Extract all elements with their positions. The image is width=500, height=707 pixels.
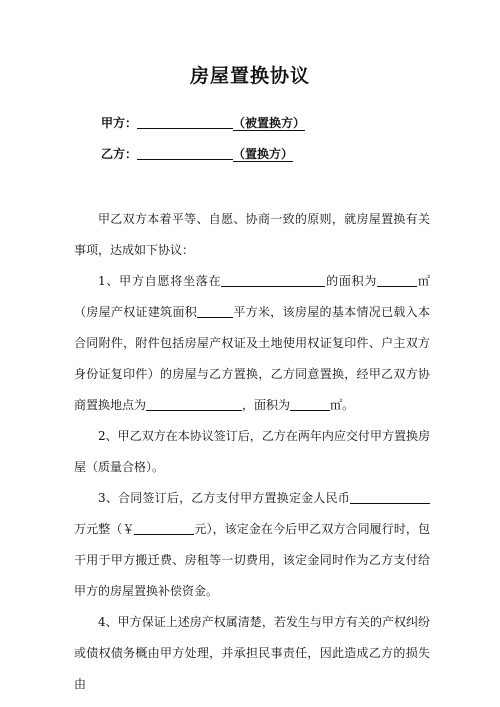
clause-3-text-c: 元），该定金在今后甲乙双方合同履行时，包干用于甲方搬迁费、房租等一切费用，该定金同时作为乙方支付给甲方的房屋置换补偿资金。	[74, 522, 430, 598]
intro-paragraph: 甲乙双方本着平等、自愿、协商一致的原则，就房屋置换有关事项，达成如下协议：	[74, 212, 430, 257]
agreement-body	[74, 204, 430, 700]
area-blank	[377, 274, 417, 287]
party-b-blank	[137, 147, 233, 160]
party-a-line	[101, 114, 305, 132]
party-a-blank	[137, 116, 233, 129]
party-b-label: 乙方：	[101, 147, 138, 161]
clause-3-text-b: 万元整（￥	[74, 522, 135, 536]
certificate-area-blank	[197, 305, 233, 318]
clause-1-text-c: ㎡（房屋产权证建筑面积	[74, 274, 430, 319]
clause-1-text-b: 的面积为	[325, 274, 378, 288]
clause-1-text-d: 平方米，该房屋的基本情况已载入本合同附件，附件包括房屋产权证及土地使用权证复印件、户主双方身份证复印件）的房屋与乙方置换，乙方同意置换，经甲乙双方协商置换地点为	[74, 305, 430, 412]
clause-3-text-a: 3、合同签订后，乙方支付甲方置换定金人民币	[98, 491, 350, 505]
party-a-role: （被置换方）	[233, 116, 306, 130]
clause-2: 2、甲乙双方在本协议签订后，乙方在两年内应交付甲方置换房屋（质量合格）。	[74, 429, 430, 474]
document-title: 房屋置换协议	[189, 65, 310, 87]
deposit-yuan-blank	[134, 522, 194, 535]
party-a-label: 甲方：	[101, 116, 138, 130]
clause-3	[74, 483, 430, 607]
clause-1-text-f: ㎡。	[330, 398, 355, 412]
clause-1-text-e: ，面积为	[242, 398, 291, 412]
exchange-location-blank	[146, 398, 242, 411]
clause-4: 4、甲方保证上述房产权属清楚，若发生与甲方有关的产权纠纷或债权债务概由甲方处理，并承担民事责任，因此造成乙方的损失由	[74, 615, 430, 691]
party-b-role: （置换方）	[233, 147, 294, 161]
deposit-amount-blank	[350, 491, 430, 504]
party-b-line	[101, 145, 293, 163]
address-blank	[221, 274, 325, 287]
exchange-area-blank	[290, 398, 330, 411]
clause-1	[74, 266, 430, 421]
clause-1-text-a: 1、甲方自愿将坐落在	[98, 274, 222, 288]
